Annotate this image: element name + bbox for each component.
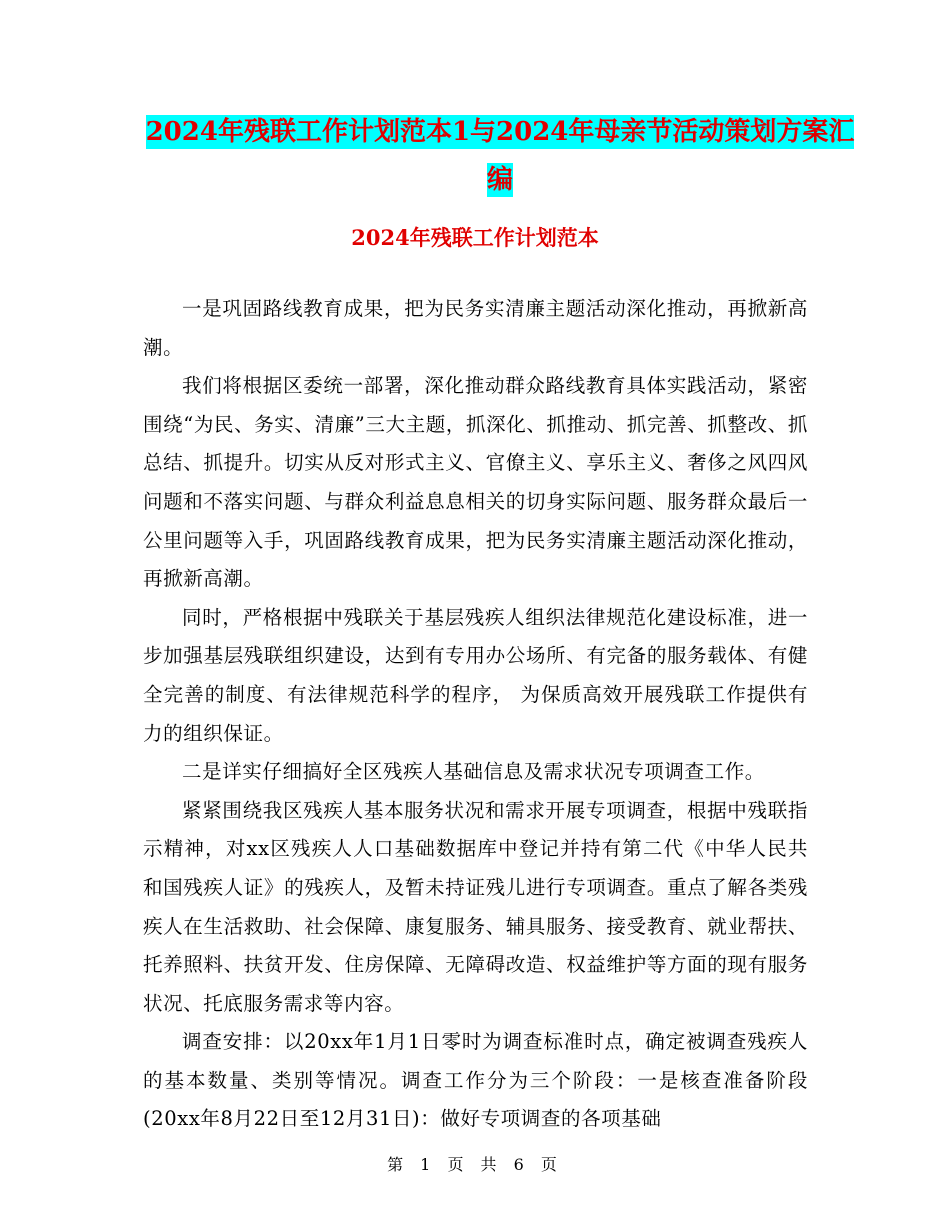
paragraph: 我们将根据区委统一部署，深化推动群众路线教育具体实践活动，紧密围绕“为民、务实、清廉”三大主题，抓深化、抓推动、抓完善、抓整改、抓总结、抓提升。切实从反对形式主义、官僚主义、享乐主义、奢侈之风四风问题和不落实问题、与群众利益息息相关的切身实际问题、服务群众最后一公里问题等入手，巩固路线教育成果，把为民务实清廉主题活动深化推动，再掀新高潮。 [143,374,808,591]
document-body [143,290,808,1139]
paragraph: 紧紧围绕我区残疾人基本服务状况和需求开展专项调查，根据中残联指示精神，对xx区残疾人人口基础数据库中登记并持有第二代《中华人民共和国残疾人证》的残疾人，及暂未持证残儿进行专项调查。重点了解各类残疾人在生活救助、社会保障、康复服务、辅具服务、接受教育、就业帮扶、托养照料、扶贫开发、住房保障、无障碍改造、权益维护等方面的现有服务状况、托底服务需求等内容。 [143,798,808,1015]
section-heading: 2024年残联工作计划范本 [351,225,599,250]
paragraph: 调查安排：以20xx年1月1日零时为调查标准时点，确定被调查残疾人的基本数量、类别等情况。调查工作分为三个阶段：一是核查准备阶段(20xx年8月22日至12月31日)：做好专项调查的各项基础 [143,1030,808,1131]
paragraph: 同时，严格根据中残联关于基层残疾人组织法律规范化建设标准，进一步加强基层残联组织建设，达到有专用办公场所、有完备的服务载体、有健全完善的制度、有法律规范科学的程序， 为保质高效开展残联工作提供有力的组织保证。 [143,605,808,745]
paragraph: 一是巩固路线教育成果，把为民务实清廉主题活动深化推动，再掀新高潮。 [143,297,808,359]
document-title [140,108,860,204]
paragraph: 二是详实仔细搞好全区残疾人基础信息及需求状况专项调查工作。 [182,760,765,784]
page-footer: 第 1 页 共 6 页 [387,1155,563,1174]
document-title-text: 2024年残联工作计划范本1与2024年母亲节活动策划方案汇编 [145,117,855,195]
